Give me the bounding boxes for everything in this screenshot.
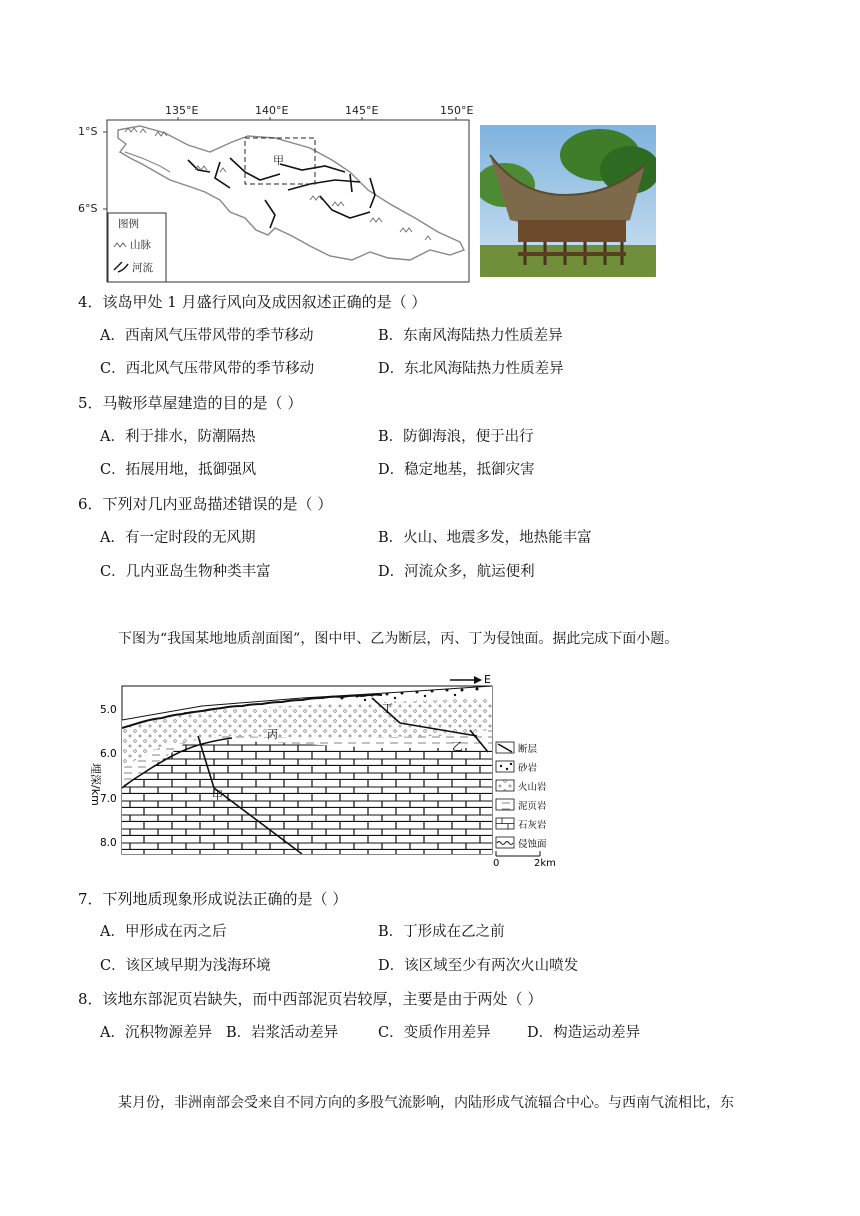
q8-option-c[interactable]: C．变质作用差异 [378,1025,491,1041]
q7-option-c[interactable]: C．该区域早期为浅海环境 [100,958,271,974]
legend-erosion: 侵蚀面 [518,839,547,850]
question-7-stem: 7．下列地质现象形成说法正确的是（ ） [78,890,348,908]
geologic-section [82,668,572,868]
legend-volcanic: 火山岩 [518,782,547,793]
label-yi: 乙 [452,740,463,753]
q5-option-a[interactable]: A．利于排水，防潮隔热 [100,429,256,445]
y-tick: 8.0 [100,837,117,849]
lat-label: 1°S [78,125,98,138]
thatched-house-image [480,125,656,277]
q6-option-a[interactable]: A．有一定时段的无风期 [100,530,256,546]
map-figure [70,100,475,285]
q6-option-c[interactable]: C．几内亚岛生物种类丰富 [100,564,271,580]
q8-option-d[interactable]: D．构造运动差异 [527,1025,641,1041]
lat-label: 6°S [78,202,98,215]
question-5-stem: 5．马鞍形草屋建造的目的是（ ） [78,394,303,412]
q4-option-d[interactable]: D．东北风海陆热力性质差异 [378,361,564,377]
lon-label: 150°E [440,104,474,117]
section-intro-2: 下图为“我国某地地质剖面图”，图中甲、乙为断层，丙、丁为侵蚀面。据此完成下面小题。 [118,631,679,647]
label-bing: 丙 [267,728,278,741]
house-photo [480,125,656,277]
direction-label: E [484,673,491,686]
section-legend [496,742,547,850]
scale-zero: 0 [493,858,500,868]
q7-option-d[interactable]: D．该区域至少有两次火山喷发 [378,958,579,974]
legend-river: 河流 [132,262,153,274]
y-tick: 6.0 [100,748,117,760]
q5-option-d[interactable]: D．稳定地基，抵御灾害 [378,462,535,478]
legend-title: 图例 [118,218,139,230]
region-label: 甲 [273,154,284,167]
q8-option-a[interactable]: A．沉积物源差异 [100,1025,212,1041]
q6-option-b[interactable]: B．火山、地震多发，地热能丰富 [378,530,592,546]
lon-label: 140°E [255,104,289,117]
label-jia: 甲 [212,789,223,802]
q6-option-d[interactable]: D．河流众多，航运便利 [378,564,535,580]
section-intro-3: 某月份，非洲南部会受来自不同方向的多股气流影响，内陆形成气流辐合中心。与西南气流相比，东 [118,1095,734,1111]
new-guinea-map [70,100,475,285]
lon-label: 135°E [165,104,199,117]
q5-option-b[interactable]: B．防御海浪，便于出行 [378,429,534,445]
question-6-stem: 6．下列对几内亚岛描述错误的是（ ） [78,495,333,513]
geologic-section-figure [82,668,572,868]
y-tick: 5.0 [100,704,117,716]
q4-option-b[interactable]: B．东南风海陆热力性质差异 [378,328,563,344]
y-tick: 7.0 [100,793,117,805]
limestone-layer [122,738,492,854]
question-8-stem: 8．该地东部泥页岩缺失，而中西部泥页岩较厚，主要是由于两处（ ） [78,990,543,1008]
label-ding: 丁 [382,702,393,715]
legend-fault: 断层 [518,744,538,755]
legend-shale: 泥页岩 [518,801,547,812]
q7-option-a[interactable]: A．甲形成在丙之后 [100,924,227,940]
legend-mountain: 山脉 [130,239,151,251]
legend-sandstone: 砂岩 [518,763,538,774]
q4-option-a[interactable]: A．西南风气压带风带的季节移动 [100,328,314,344]
q4-option-c[interactable]: C．西北风气压带风带的季节移动 [100,361,315,377]
q8-option-b[interactable]: B．岩浆活动差异 [226,1025,339,1041]
legend-limestone: 石灰岩 [518,820,547,831]
q7-option-b[interactable]: B．丁形成在乙之前 [378,924,505,940]
lon-label: 145°E [345,104,379,117]
q5-option-c[interactable]: C．拓展用地，抵御强风 [100,462,257,478]
question-4-stem: 4．该岛甲处 1 月盛行风向及成因叙述正确的是（ ） [78,293,427,311]
y-axis-title: 埋深/km [89,763,102,806]
scale-end: 2km [534,858,556,868]
